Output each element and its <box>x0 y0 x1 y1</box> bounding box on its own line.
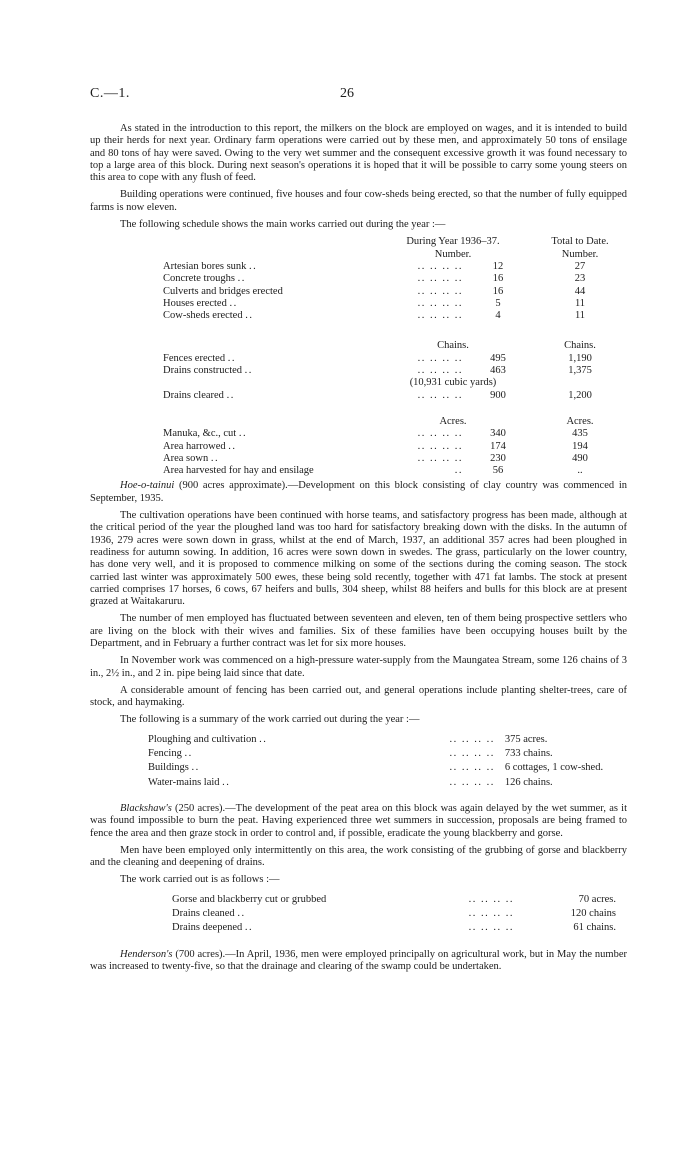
paragraph-hendersons <box>90 949 627 974</box>
table-row <box>148 748 625 760</box>
total-value: 11 <box>574 310 586 322</box>
row-label: Cow-sheds erected <box>163 310 243 322</box>
total-value: 490 <box>572 452 588 464</box>
row-value: 733 chains. <box>504 748 553 760</box>
year-value: 16 <box>492 273 504 285</box>
year-value: 16 <box>492 285 504 297</box>
paragraph-text: (700 acres).—In April, 1936, men were employed principally on agricultural work, but in May the number was increased to twenty-five, so that the drainage and clearing of the swamp could be undertaken. <box>90 948 627 972</box>
year-value: 495 <box>490 352 506 364</box>
leader-dots: .. .. .. .. <box>417 365 463 377</box>
table-row <box>148 777 625 789</box>
row-label: Area harrowed <box>163 440 226 452</box>
leader-dots: .. .. .. .. <box>417 440 463 452</box>
total-value: 1,200 <box>568 389 592 401</box>
leader-dots: .. <box>229 297 238 309</box>
leader-dots: .. .. .. .. <box>417 285 463 297</box>
year-value: 463 <box>490 365 506 377</box>
leader-dots: .. <box>227 352 236 364</box>
unit-chains-total: Chains. <box>564 340 596 352</box>
schedule-header-row <box>90 236 627 248</box>
row-value: 120 chains <box>570 908 616 920</box>
leader-dots: .. .. .. .. <box>417 389 463 401</box>
row-value: 70 acres. <box>578 893 616 905</box>
row-label: Drains cleared <box>163 389 224 401</box>
leader-dots: .. .. .. .. <box>449 733 495 745</box>
row-label: Concrete troughs <box>163 273 236 285</box>
year-value: 5 <box>495 297 501 309</box>
leader-dots: .. .. .. .. <box>417 260 463 272</box>
table-row <box>90 298 627 310</box>
total-value: 44 <box>574 285 586 297</box>
table-row <box>90 441 627 453</box>
table-row <box>148 734 625 746</box>
col-total-header: Total to Date. <box>551 236 609 248</box>
total-value: 1,190 <box>568 352 592 364</box>
leader-dots: .. <box>191 762 200 774</box>
table-row <box>90 453 627 465</box>
leader-dots: .. <box>222 776 231 788</box>
row-label: Area sown <box>163 452 209 464</box>
paragraph-men-intermittent: Men have been employed only intermittently on this area, the work consisting of the grubbing of gorse and blackberry and the cleaning and deepening of drains. <box>90 844 627 869</box>
table-row <box>90 261 627 273</box>
page-number: 26 <box>340 86 354 101</box>
year-value: 4 <box>495 310 501 322</box>
table-row <box>90 286 627 298</box>
row-label: Houses erected <box>163 297 227 309</box>
leader-dots: .. .. .. .. <box>449 762 495 774</box>
table-row <box>172 908 616 920</box>
paragraph-men-employed: The number of men employed has fluctuated between seventeen and eleven, ten of them being prospective settlers who are living on the block with their wives and families. Six of these families have been occupying houses built by the Department, and in February a further contract was let for six more houses. <box>90 613 627 649</box>
row-label: Gorse and blackberry cut or grubbed <box>172 893 327 905</box>
year-value: 230 <box>490 452 506 464</box>
table-row <box>148 762 625 774</box>
paragraph-blackshaws <box>90 803 627 840</box>
leader-dots: .. .. .. .. <box>417 428 463 440</box>
row-value: 6 cottages, 1 cow-shed. <box>504 762 604 774</box>
leader-dots: .. <box>226 389 235 401</box>
leader-dots: .. <box>238 428 248 440</box>
table-row <box>90 390 627 402</box>
col-year-header: During Year 1936–37. <box>406 236 500 248</box>
paragraph-cultivation: The cultivation operations have been continued with horse teams, and satisfactory progress has been made, although at the critical period of the year the ploughed land was too hard for satisfactory breaking down with the disks. In the autumn of 1936, 279 acres were sown down in grass, whilst at the end of March, 1937, an additional 357 acres had been ploughed in readiness for autumn sowing. In addition, 16 acres were sown down in swedes. The grass, particularly on the lower country, has done very well, and it is proposed to commence milking on some of the sections during the coming season. The stock carried last winter was approximately 500 ewes, these being sold recently, together with 471 fat lambs. The stock at present carried comprises 17 horses, 6 cows, 67 heifers and bulls, 304 sheep, whilst 88 heifers and bulls for this block are at present grazed at Waitakaruru. <box>90 510 627 608</box>
table-row <box>172 894 616 906</box>
document-reference: C.—1. <box>90 86 130 101</box>
total-value: .. <box>577 465 583 477</box>
paragraph-milkers: As stated in the introduction to this report, the milkers on the block are employed on wages, and it is intended to build up their herds for next year. Ordinary farm operations were carried out by these men, and approximately 50 tons of ensilage and 80 tons of hay were saved. Owing to the very wet summer and the consequent excessive growth it was found necessary to top a large area of this block. During next season's operations it is hoped that it will be possible to carry some young steers on this area to cope with any flush of feed. <box>90 123 627 184</box>
total-value: 435 <box>572 428 588 440</box>
table-row <box>90 428 627 440</box>
leader-dots: .. <box>210 452 220 464</box>
block-name-hendersons: Henderson's <box>120 948 173 960</box>
table-row <box>172 922 616 934</box>
blackshaw-summary-table <box>170 892 618 937</box>
leader-dots: .. <box>245 310 254 322</box>
row-label: Fences erected <box>163 352 226 364</box>
row-label: Culverts and bridges erected <box>163 285 283 297</box>
table-row <box>90 365 627 377</box>
year-value: 12 <box>492 260 504 272</box>
leader-dots: .. <box>244 365 253 377</box>
leader-dots: .. .. .. .. <box>417 273 463 285</box>
year-value: 56 <box>492 465 504 477</box>
leader-dots: .. <box>259 733 268 745</box>
schedule-unit-row <box>90 416 627 428</box>
row-label: Ploughing and cultivation <box>148 733 257 745</box>
paragraph-schedule-intro: The following schedule shows the main works carried out during the year :— <box>120 219 446 231</box>
total-value: 11 <box>574 297 586 309</box>
unit-acres: Acres. <box>439 415 467 427</box>
cubic-yards-note: (10,931 cubic yards) <box>409 377 497 389</box>
table-row <box>90 353 627 365</box>
paragraph-summary-intro: The following is a summary of the work carried out during the year :— <box>120 714 420 726</box>
leader-dots: .. <box>244 922 254 934</box>
leader-dots: .. .. .. .. <box>449 748 495 760</box>
works-schedule-table <box>90 236 627 477</box>
paragraph-fencing: A considerable amount of fencing has been carried out, and general operations include planting shelter-trees, care of stock, and haymaking. <box>90 684 627 709</box>
total-value: 27 <box>574 260 586 272</box>
row-label: Water-mains laid <box>148 776 220 788</box>
leader-dots: .. <box>184 748 193 760</box>
table-row <box>90 465 627 477</box>
year-value: 900 <box>490 389 506 401</box>
row-label: Drains cleaned <box>172 908 235 920</box>
row-label: Fencing <box>148 748 182 760</box>
row-label: Artesian bores sunk <box>163 260 247 272</box>
total-value: 1,375 <box>568 365 592 377</box>
leader-dots: .. .. .. .. <box>417 452 463 464</box>
page-header <box>0 86 700 106</box>
leader-dots: .. <box>228 440 237 452</box>
row-value: 126 chains. <box>504 776 553 788</box>
body-column <box>90 123 627 978</box>
paragraph-text: (250 acres).—The development of the peat area on this block was again delayed by the wet summer, as it was found impossible to burn the peat. Having experienced three wet summers in succession, proposals are being framed to fence the area and then graze stock in order to control and, if possible, eradicate the young blackberry and gorse. <box>90 802 627 839</box>
paragraph-building: Building operations were continued, five houses and four cow-sheds being erected, so that the number of fully equipped farms is now eleven. <box>90 189 627 213</box>
leader-dots: .. <box>237 273 246 285</box>
total-value: 23 <box>574 273 586 285</box>
table-row <box>90 310 627 322</box>
year-value: 174 <box>490 440 506 452</box>
paragraph-water-supply: In November work was commenced on a high-pressure water-supply from the Maungatea Stream, some 126 chains of 3 in., 2½ in., and 2 in. pipe being laid since that date. <box>90 655 627 679</box>
row-label: Drains constructed <box>163 365 243 377</box>
paragraph-work-intro: The work carried out is as follows :— <box>120 874 280 886</box>
leader-dots: .. <box>249 260 258 272</box>
leader-dots: .. .. .. .. <box>417 297 463 309</box>
leader-dots: .. .. .. .. <box>468 908 514 920</box>
row-value: 375 acres. <box>504 733 548 745</box>
row-label: Drains deepened <box>172 922 243 934</box>
leader-dots: .. .. .. .. <box>417 352 463 364</box>
leader-dots: .. <box>454 465 463 477</box>
paragraph-text: (900 acres approximate).—Development on this block consisting of clay country was commenced in September, 1935. <box>90 480 627 504</box>
unit-number: Number. <box>434 248 472 260</box>
year-value: 340 <box>490 428 506 440</box>
leader-dots: .. .. .. .. <box>417 310 463 322</box>
hoe-summary-table <box>146 732 627 791</box>
row-label: Buildings <box>148 762 189 774</box>
row-value: 61 chains. <box>573 922 616 934</box>
leader-dots: .. <box>237 908 246 920</box>
leader-dots: .. .. .. .. <box>468 893 514 905</box>
schedule-unit-row <box>90 249 627 261</box>
paragraph-hoe-o-tainui <box>90 480 627 505</box>
block-name-blackshaws: Blackshaw's <box>120 802 172 814</box>
block-name-hoe-o-tainui: Hoe-o-tainui <box>120 480 175 492</box>
row-label: Area harvested for hay and ensilage <box>163 465 314 477</box>
schedule-unit-row <box>90 340 627 352</box>
unit-acres-total: Acres. <box>566 415 594 427</box>
schedule-note-row <box>90 377 627 389</box>
leader-dots: .. .. .. .. <box>449 776 495 788</box>
total-value: 194 <box>572 440 588 452</box>
unit-chains: Chains. <box>437 340 469 352</box>
unit-number-total: Number. <box>561 248 599 260</box>
leader-dots: .. .. .. .. <box>468 922 514 934</box>
table-row <box>90 273 627 285</box>
row-label: Manuka, &c., cut <box>163 428 237 440</box>
